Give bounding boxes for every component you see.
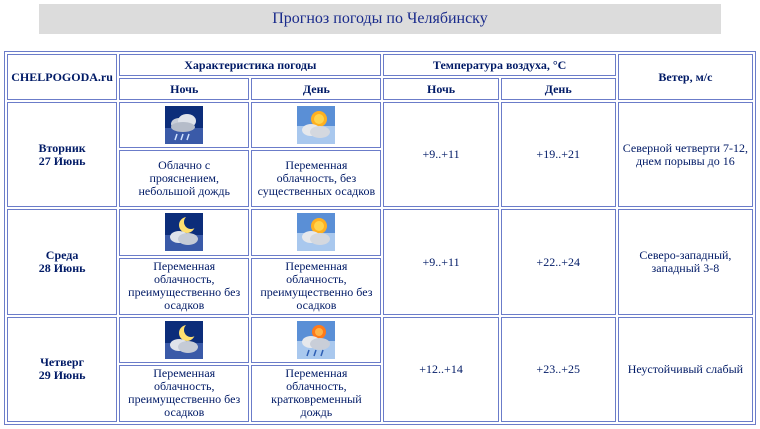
- moon-cloud-icon: [165, 213, 203, 251]
- day-icon-cell: [251, 209, 381, 255]
- wind-info: Северной четверти 7-12, днем порывы до 16: [618, 102, 753, 207]
- temp-night-header: Ночь: [383, 78, 498, 100]
- day-description: Переменная облачность, преимущественно без осадков: [251, 258, 381, 315]
- wind-header: Ветер, м/с: [618, 54, 753, 100]
- brand-link[interactable]: CHELPOGODA.ru: [7, 54, 117, 100]
- date: 27 Июнь: [38, 153, 86, 168]
- day-description: Переменная облачность, кратковременный дождь: [251, 365, 381, 422]
- night-description: Переменная облачность, преимущественно без осадков: [119, 365, 249, 422]
- day-temperature: +23..+25: [501, 317, 616, 422]
- forecast-row: [7, 102, 753, 148]
- night-icon-cell: [119, 102, 249, 148]
- night-icon-cell: [119, 209, 249, 255]
- moon-cloud-icon: [165, 321, 203, 359]
- weather-night-header: Ночь: [119, 78, 249, 100]
- cloud-rain-night-icon: [165, 106, 203, 144]
- day-icon-cell: [251, 102, 381, 148]
- night-description: Переменная облачность, преимущественно без осадков: [119, 258, 249, 315]
- night-temperature: +12..+14: [383, 317, 498, 422]
- day-temperature: +22..+24: [501, 209, 616, 314]
- day-label: [7, 102, 117, 207]
- weekday: Четверг: [40, 355, 85, 370]
- day-description: Переменная облачность, без существенных осадков: [251, 150, 381, 207]
- day-label: [7, 209, 117, 314]
- day-label: [7, 317, 117, 422]
- night-temperature: +9..+11: [383, 209, 498, 314]
- night-icon-cell: [119, 317, 249, 363]
- forecast-table: [4, 51, 756, 425]
- page-title: Прогноз погоды по Челябинску: [39, 4, 721, 34]
- night-temperature: +9..+11: [383, 102, 498, 207]
- weather-day-header: День: [251, 78, 381, 100]
- wind-info: Неустойчивый слабый: [618, 317, 753, 422]
- date: 28 Июнь: [38, 261, 86, 276]
- date: 29 Июнь: [38, 368, 86, 383]
- wind-info: Северо-западный, западный 3-8: [618, 209, 753, 314]
- night-description: Облачно с прояснением, небольшой дождь: [119, 150, 249, 207]
- day-temperature: +19..+21: [501, 102, 616, 207]
- partly-cloudy-day-icon: [297, 213, 335, 251]
- sun-cloud-rain-icon: [297, 321, 335, 359]
- weekday: Среда: [45, 248, 79, 263]
- weekday: Вторник: [38, 140, 86, 155]
- forecast-row: [7, 209, 753, 255]
- temp-day-header: День: [501, 78, 616, 100]
- forecast-row: [7, 317, 753, 363]
- weather-header: Характеристика погоды: [119, 54, 381, 76]
- partly-cloudy-day-icon: [297, 106, 335, 144]
- temperature-header: Температура воздуха, °С: [383, 54, 615, 76]
- day-icon-cell: [251, 317, 381, 363]
